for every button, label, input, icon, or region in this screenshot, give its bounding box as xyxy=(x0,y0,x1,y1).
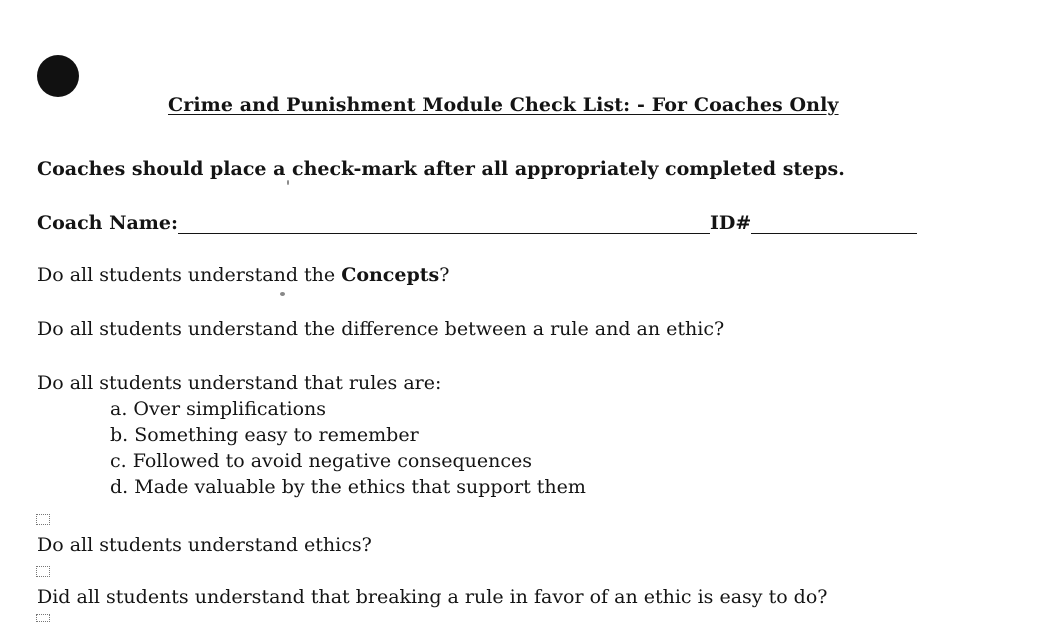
id-label: ID# xyxy=(710,212,752,234)
scan-artifact xyxy=(36,514,50,525)
question-concepts-bold: Concepts xyxy=(341,264,440,286)
scan-artifact xyxy=(36,614,50,622)
stray-mark xyxy=(280,292,285,296)
question-breaking-rule: Did all students understand that breaking a rule in favor of an ethic is easy to do? xyxy=(37,586,828,608)
list-item: d. Made valuable by the ethics that support them xyxy=(110,476,586,498)
coach-info-row xyxy=(37,212,917,234)
scan-artifact xyxy=(36,566,50,577)
page-title: Crime and Punishment Module Check List: - For Coaches Only xyxy=(168,94,839,116)
stray-mark xyxy=(287,180,289,185)
list-item: a. Over simplifications xyxy=(110,398,327,420)
list-item: b. Something easy to remember xyxy=(110,424,419,446)
coach-name-label: Coach Name: xyxy=(37,212,178,234)
rules-list xyxy=(110,396,586,500)
punch-hole xyxy=(37,55,79,97)
question-concepts-suffix: ? xyxy=(439,264,450,286)
question-rule-vs-ethic: Do all students understand the difference between a rule and an ethic? xyxy=(37,318,725,340)
coach-name-blank xyxy=(178,213,710,234)
list-item: c. Followed to avoid negative consequences xyxy=(110,450,533,472)
question-rules-are: Do all students understand that rules are: xyxy=(37,372,442,394)
instruction-text: Coaches should place a check-mark after all appropriately completed steps. xyxy=(37,158,845,180)
question-concepts-prefix: Do all students understand the xyxy=(37,264,342,286)
question-concepts xyxy=(37,264,449,286)
id-blank xyxy=(751,213,917,234)
question-ethics: Do all students understand ethics? xyxy=(37,534,372,556)
